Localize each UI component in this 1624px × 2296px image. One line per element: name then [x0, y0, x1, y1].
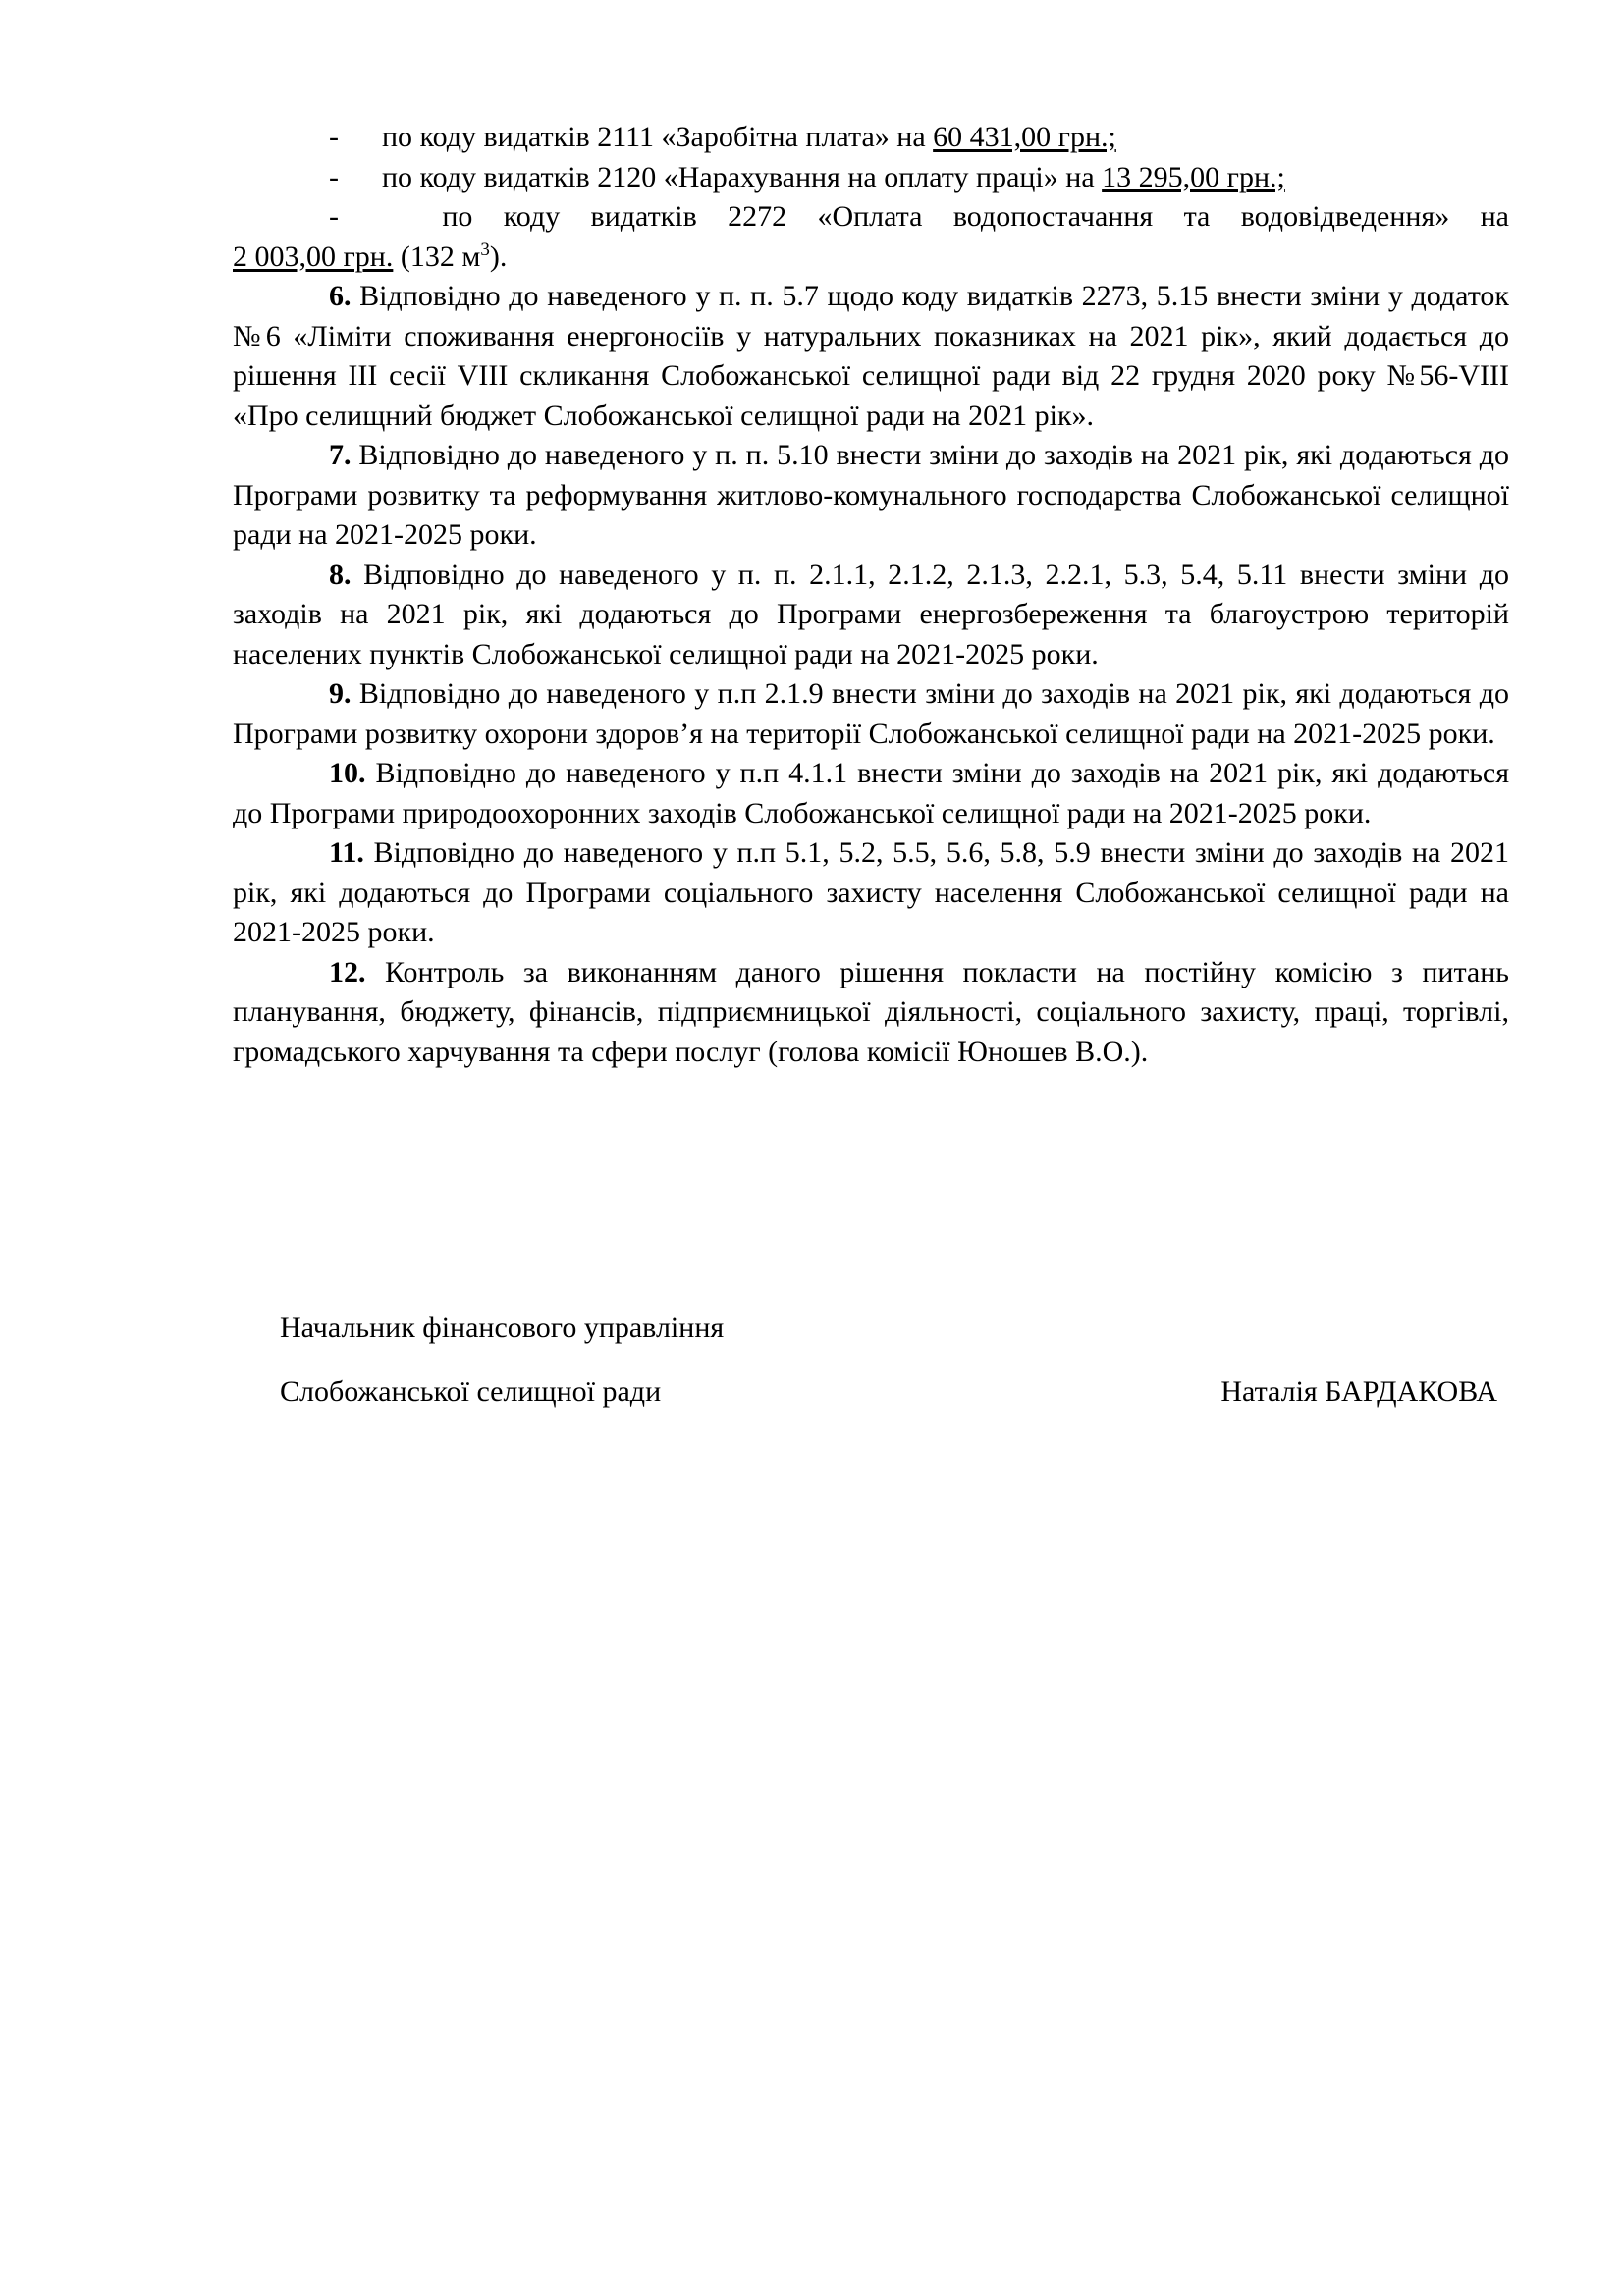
bullet-volume: (132 м [393, 240, 481, 273]
bullet-word: видатків [590, 200, 697, 233]
bullet-text-main: по коду видатків 2111 «Заробітна плата» на [382, 121, 934, 153]
signature-block [280, 1372, 1497, 1412]
bullet-word: на [1480, 200, 1509, 233]
bullet-item [233, 197, 1509, 277]
signature-position-line-1: Начальник фінансового управління [280, 1311, 725, 1344]
bullet-text [382, 158, 1285, 198]
paragraph-number: 6. [329, 280, 352, 312]
paragraph-12 [233, 953, 1509, 1073]
bullet-item [233, 158, 1509, 198]
paragraph-number: 8. [329, 558, 352, 591]
paragraph-text: Відповідно до наведеного у п. п. 5.10 внести зміни до заходів на 2021 рік, які додаються до Програми розвитку та реформування житлово-комунального господарства Слобожанської селищної ради на 2021-2025 роки. [233, 439, 1509, 551]
bullet-dash: - [329, 160, 339, 193]
bullet-word: 2272 [728, 200, 787, 233]
paragraph-text: Відповідно до наведеного у п.п 5.1, 5.2, 5.5, 5.6, 5.8, 5.9 внести зміни до заходів на 2021 рік, які додаються до Програми соціального захисту населення Слобожанської селищної ради на 2021-2025 роки. [233, 836, 1509, 948]
paragraph-text: Відповідно до наведеного у п. п. 5.7 щодо коду видатків 2273, 5.15 внести зміни у додаток №6 «Ліміти споживання енергоносіїв у натуральних показниках на 2021 рік», який додається до рішення ІІІ сесії VІІІ скликання Слобожанської селищної ради від 22 грудня 2020 року №56-VIII «Про селищний бюджет Слобожанської селищної ради на 2021 рік». [233, 280, 1509, 432]
bullet-dash: - [329, 200, 339, 233]
paragraph-number: 12. [329, 955, 366, 988]
paragraph-10 [233, 754, 1509, 833]
paragraph-number: 7. [329, 439, 352, 471]
superscript: 3 [480, 239, 490, 260]
bullet-amount: 2 003,00 грн. [233, 240, 394, 273]
bullet-item [233, 118, 1509, 158]
paragraph-8 [233, 556, 1509, 675]
paragraph-number: 10. [329, 757, 366, 789]
bullet-word: та [1183, 200, 1211, 233]
paragraph-text: Контроль за виконанням даного рішення покласти на постійну комісію з питань планування, бюджету, фінансів, підприємницької діяльності, соціального захисту, праці, торгівлі, громадського харчування та сфери послуг (голова комісії Юношев В.О.). [233, 955, 1509, 1068]
paragraph-number: 9. [329, 677, 352, 710]
paragraph-text: Відповідно до наведеного у п. п. 2.1.1, 2.1.2, 2.1.3, 2.2.1, 5.3, 5.4, 5.11 внести зміни до заходів на 2021 рік, які додаються до Програми енергозбереження та благоустрою територій населених пунктів Слобожанської селищної ради на 2021-2025 роки. [233, 558, 1509, 670]
bullet-volume-end: ). [489, 240, 508, 273]
bullet-amount: 13 295,00 грн.; [1102, 160, 1285, 193]
bullet-word: «Оплата [817, 200, 923, 233]
paragraph-text: Відповідно до наведеного у п.п 4.1.1 внести зміни до заходів на 2021 рік, які додаються до Програми природоохоронних заходів Слобожанської селищної ради на 2021-2025 роки. [233, 757, 1509, 829]
signatory-name: Наталія БАРДАКОВА [1220, 1375, 1497, 1408]
paragraph-6 [233, 277, 1509, 436]
paragraph-11 [233, 833, 1509, 953]
bullet-dash: - [329, 121, 339, 153]
bullet-word: водовідведення» [1240, 200, 1450, 233]
document-body [233, 118, 1509, 1072]
bullet-text [382, 118, 1116, 158]
bullet-line-2 [233, 238, 1509, 278]
bullet-word: коду [503, 200, 561, 233]
bullet-word: водопостачання [952, 200, 1154, 233]
bullet-word: по [442, 200, 473, 233]
paragraph-number: 11. [329, 836, 364, 869]
paragraph-text: Відповідно до наведеного у п.п 2.1.9 внести зміни до заходів на 2021 рік, які додаються до Програми розвитку охорони здоров’я на території Слобожанської селищної ради на 2021-2025 роки. [233, 677, 1509, 750]
paragraph-9 [233, 674, 1509, 754]
paragraph-7 [233, 436, 1509, 556]
signature-position-line-2: Слобожанської селищної ради [280, 1375, 662, 1408]
bullet-line-1 [233, 197, 1509, 238]
bullet-text-main: по коду видатків 2120 «Нарахування на оплату праці» на [382, 160, 1103, 193]
bullet-amount: 60 431,00 грн.; [933, 121, 1116, 153]
